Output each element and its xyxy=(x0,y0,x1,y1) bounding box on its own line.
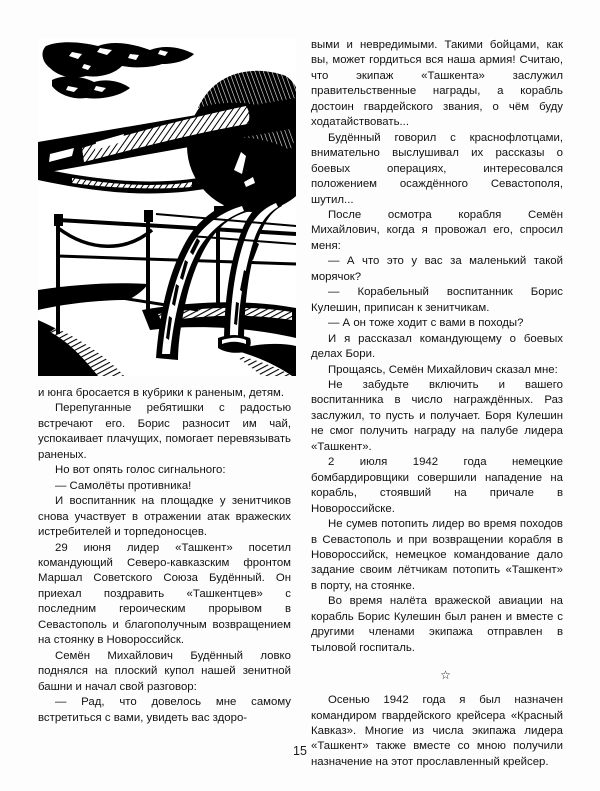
paragraph: Семён Михайлович Будённый ловко поднялся на плоский купол нашей зенитной башни и начал свой разговор: xyxy=(38,649,291,693)
paragraph-dialogue: — Самолёты противника! xyxy=(55,479,192,492)
paragraph: Не забудьте включить и вашего воспитанника в число награждённых. Раз заслужил, то пусть и получает. Боря Кулешин не смог получить награду на палубе лидера «Ташкент». xyxy=(311,378,563,453)
paragraph: Не сумев потопить лидер во время походов в Севастополь и при возвращении корабля в Новороссийск, немецкое командование дало задание своим лётчикам потопить «Ташкент» в порту, на стоянке. xyxy=(311,518,563,592)
paragraph: выми и невредимыми. Такими бойцами, как вы, может гордиться вся наша армия! Считаю, что экипаж «Ташкента» заслужил правительственные награды, а корабль достоин гвардейского звания, о чём буду ходатайствовать... xyxy=(311,39,563,129)
paragraph: 29 июня лидер «Ташкент» посетил командующий Северо-кавказским фронтом Маршал Советского Союза Будённый. Он приехал поздравить «Ташкентцев» с последним героическим прорывом в Севастополь и благополучным возвращением на стоянку в Новороссийск. xyxy=(38,541,291,647)
right-text-column xyxy=(311,38,563,770)
page-number: 15 xyxy=(293,744,307,758)
paragraph: Прощаясь, Семён Михайлович сказал мне: xyxy=(328,363,558,376)
paragraph: и юнга бросается в кубрики к раненым, детям. xyxy=(38,387,285,399)
paragraph: И я рассказал командующему о боевых делах Бори. xyxy=(311,332,563,361)
paragraph: 2 июля 1942 года немецкие бомбардировщики совершили нападение на корабль, стоявший на причале в Новороссийске. xyxy=(311,456,563,515)
paragraph-dialogue: — Рад, что довелось мне самому встретиться с вами, увидеть вас здоро- xyxy=(38,696,291,724)
paragraph: Осенью 1942 года я был назначен командиром гвардейского крейсера «Красный Кавказ». Многие из числа экипажа лидера «Ташкент» также вместе со мною получили назначение на этот прославленный крейсер. xyxy=(311,694,563,768)
paragraph: После осмотра корабля Семён Михайлович, когда я провожал его, спросил меня: xyxy=(311,208,563,252)
paragraph: И воспитанник на площадке у зенитчиков снова участвует в отражении атак вражеских истребителей и торпедоносцев. xyxy=(38,495,291,539)
ship-deck-illustration xyxy=(38,38,296,376)
paragraph-dialogue: — А что это у вас за маленький такой морячок? xyxy=(311,255,563,283)
paragraph-dialogue: — Корабельный воспитанник Борис Кулешин, приписан к зенитчикам. xyxy=(311,286,563,314)
star-separator-icon: ☆ xyxy=(440,668,451,683)
paragraph: Перепуганные ребятишки с радостью встречают его. Борис разносит им чай, успокаивает плачущих, помогает перевязывать раненых. xyxy=(38,402,291,461)
paragraph: Будённый говорил с краснофлотцами, внимательно выслушивал их рассказы о боевых операциях, интересовался положением осаждённого Севастополя, шутил... xyxy=(311,131,563,206)
paragraph-dialogue: — А он тоже ходит с вами в походы? xyxy=(328,317,524,330)
paragraph: Во время налёта вражеской авиации на корабль Борис Кулешин был ранен и вместе с другими членами экипажа отправлен в тыловой госпиталь. xyxy=(311,595,563,654)
paragraph: Но вот опять голос сигнального: xyxy=(55,464,226,477)
left-text-column xyxy=(38,386,291,726)
